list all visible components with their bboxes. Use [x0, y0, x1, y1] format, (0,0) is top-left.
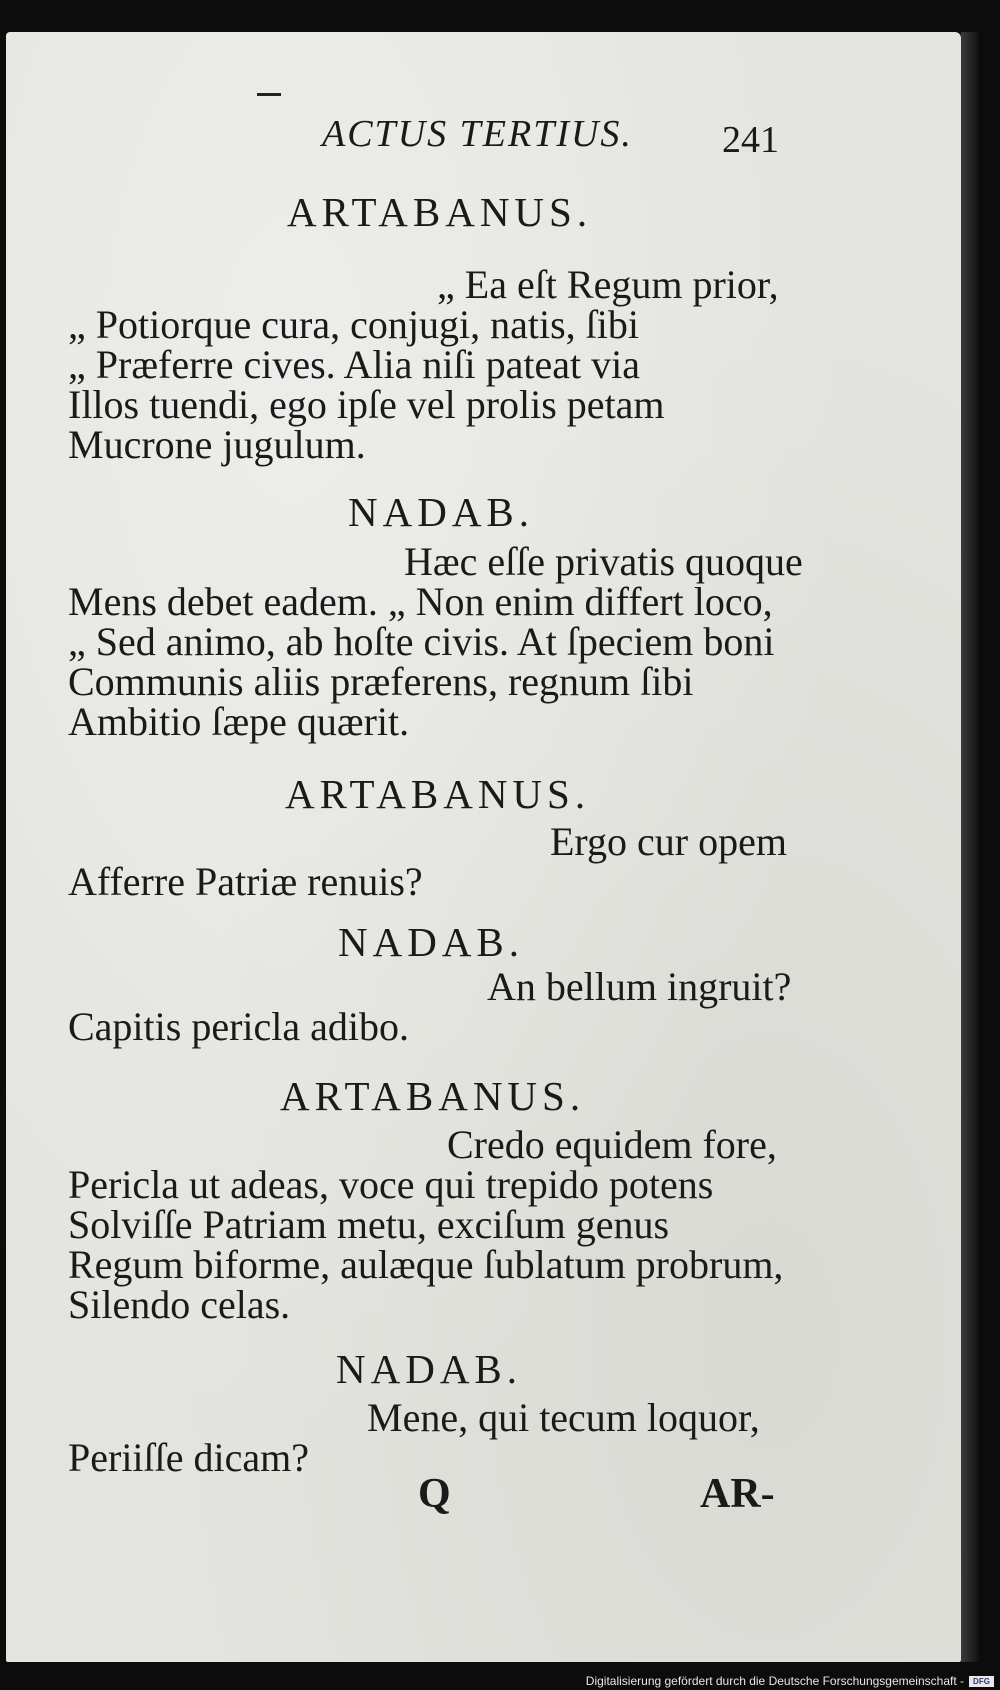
- page-number: 241: [722, 119, 779, 161]
- verse-line: Communis aliis præferens, regnum ſibi: [68, 659, 694, 704]
- verse-line: Regum biforme, aulæque ſublatum probrum,: [68, 1242, 784, 1287]
- verse-line: „ Sed animo, ab hoſte civis. At ſpeciem boni: [68, 619, 775, 664]
- speaker-name: NADAB.: [348, 489, 535, 535]
- verse-line: Mene, qui tecum loquor,: [367, 1395, 760, 1440]
- credit-text: Digitalisierung gefördert durch die Deutsche Forschungsgemeinschaft -: [585, 1674, 964, 1688]
- verse-line: Periiſſe dicam?: [68, 1435, 310, 1480]
- header-dash: [257, 93, 281, 96]
- verse-line: „ Ea eſt Regum prior,: [437, 262, 779, 307]
- speaker-name: ARTABANUS.: [287, 189, 593, 235]
- speaker-name: NADAB.: [336, 1346, 523, 1392]
- verse-line: An bellum ingruit?: [487, 964, 792, 1009]
- page-edge-shadow: [961, 32, 979, 1662]
- verse-line: Pericla ut adeas, voce qui trepido potens: [68, 1162, 714, 1207]
- verse-line: Solviſſe Patriam metu, exciſum genus: [68, 1202, 670, 1247]
- verse-line: Capitis pericla adibo.: [68, 1004, 410, 1049]
- speaker-name: ARTABANUS.: [285, 771, 591, 817]
- verse-line: Mens debet eadem. „ Non enim differt loco,: [68, 579, 773, 624]
- verse-line: Mucrone jugulum.: [68, 422, 366, 467]
- verse-line: Ergo cur opem: [550, 819, 787, 864]
- speaker-name: ARTABANUS.: [280, 1073, 586, 1119]
- verse-line: „ Potiorque cura, conjugi, natis, ſibi: [68, 302, 639, 347]
- verse-line: Hæc eſſe privatis quoque: [404, 539, 803, 584]
- dfg-logo: DFG: [969, 1676, 994, 1687]
- verse-line: „ Præferre cives. Alia niſi pateat via: [68, 342, 641, 387]
- verse-line: Silendo celas.: [68, 1282, 291, 1327]
- catchword: AR-: [700, 1471, 775, 1517]
- digitization-credit: [586, 1674, 994, 1688]
- verse-line: Afferre Patriæ renuis?: [68, 859, 423, 904]
- signature-mark: Q: [418, 1471, 451, 1517]
- speaker-name: NADAB.: [338, 919, 525, 965]
- running-head: ACTUS TERTIUS.: [322, 113, 633, 155]
- verse-line: Ambitio ſæpe quærit.: [68, 699, 410, 744]
- verse-line: Illos tuendi, ego ipſe vel prolis petam: [68, 382, 665, 427]
- verse-line: Credo equidem fore,: [447, 1122, 777, 1167]
